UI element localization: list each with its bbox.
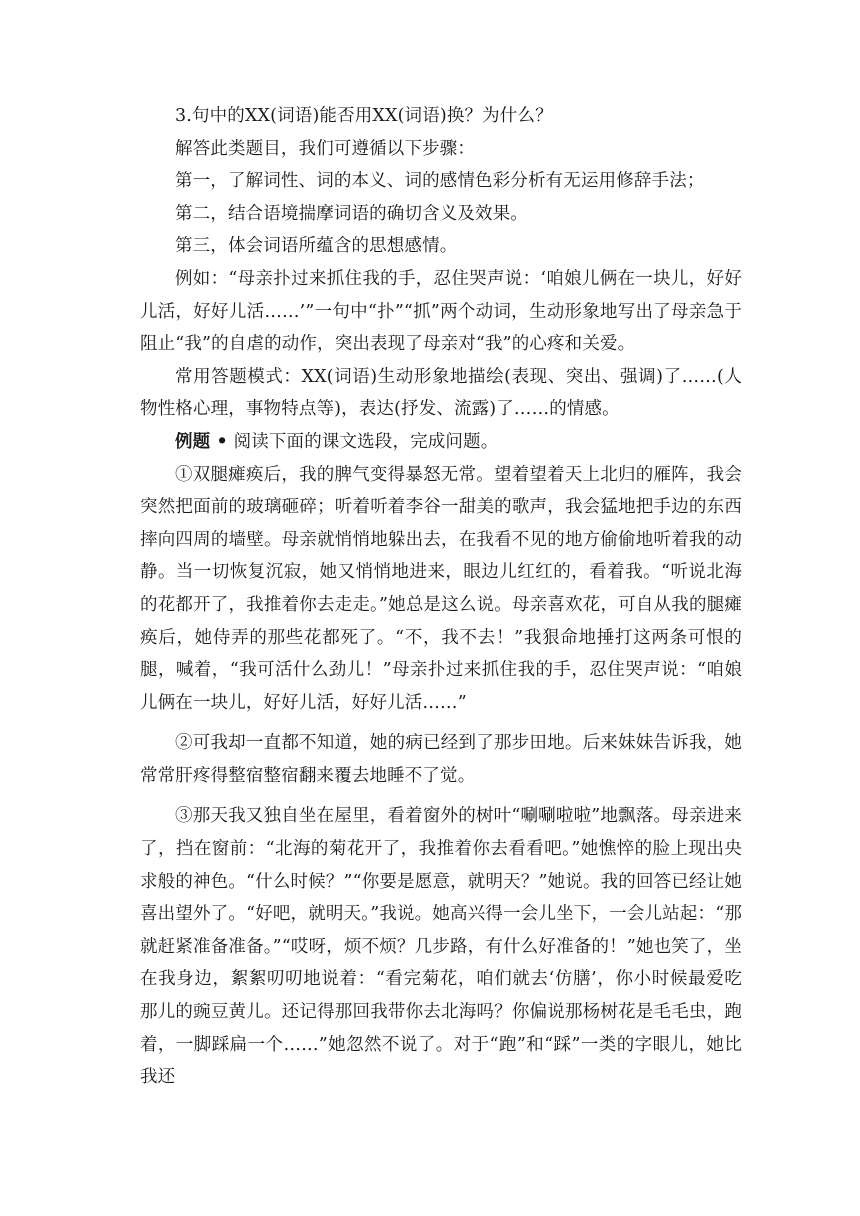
step-two-paragraph: 第二，结合语境揣摩词语的确切含义及效果。: [175, 203, 528, 224]
document-page: [140, 100, 742, 1094]
exercise-instruction: 阅读下面的课文选段，完成问题。: [227, 431, 499, 452]
question-heading: 3.句中的XX(词语)能否用XX(词语)换？为什么？: [175, 106, 553, 126]
intro-paragraph: 解答此类题目，我们可遵循以下步骤：: [175, 138, 476, 159]
passage-paragraph-3: ③那天我又独自坐在屋里，看着窗外的树叶“唰唰啦啦”地飘落。母亲进来了，挡在窗前：“北海的菊花开了，我推着你去看看吧。”她憔悴的脸上现出央求般的神色。“什么时候？”“你要是愿意，就明天？”她说。我的回答已经让她喜出望外了。“好吧，就明天。”我说。她高兴得一会儿坐下，一会儿站起：“那就赶紧准备准备。”“哎呀，烦不烦？几步路，有什么好准备的！”她也笑了，坐在我身边，絮絮叨叨地说着：“看完菊花，咱们就去‘仿膳’，你小时候最爱吃那儿的豌豆黄儿。还记得那回我带你去北海吗？你偏说那杨树花是毛毛虫，跑着，一脚踩扁一个……”她忽然不说了。对于“跑”和“踩”一类的字眼儿，她比我还: [140, 806, 742, 1088]
exercise-label: 例题 •: [175, 431, 228, 452]
passage-paragraph-1: ①双腿瘫痪后，我的脾气变得暴怒无常。望着望着天上北归的雁阵，我会突然把面前的玻璃砸碎；听着听着李谷一甜美的歌声，我会猛地把手边的东西摔向四周的墙壁。母亲就悄悄地躲出去，在我看不见的地方偷偷地听着我的动静。当一切恢复沉寂，她又悄悄地进来，眼边儿红红的，看着我。“听说北海的花都开了，我推着你去走走。”她总是这么说。母亲喜欢花，可自从我的腿瘫痪后，她侍弄的那些花都死了。“不，我不去！”我狠命地捶打这两条可恨的腿，喊着，“我可活什么劲儿！”母亲扑过来抓住我的手，忍住哭声说：“咱娘儿俩在一块儿，好好儿活，好好儿活……”: [140, 464, 742, 713]
answer-template-paragraph: 常用答题模式：XX(词语)生动形象地描绘(表现、突出、强调)了……(人物性格心理，事物特点等)，表达(抒发、流露)了……的情感。: [140, 366, 742, 420]
exercise-heading: [140, 426, 742, 459]
passage-paragraph-2: ②可我却一直都不知道，她的病已经到了那步田地。后来妹妹告诉我，她常常肝疼得整宿整宿翻来覆去地睡不了觉。: [140, 733, 742, 786]
step-three-paragraph: 第三，体会词语所蕴含的思想感情。: [175, 236, 458, 257]
step-one-paragraph: 第一，了解词性、词的本义、词的感情色彩分析有无运用修辞手法；: [175, 171, 705, 192]
example-paragraph: 例如：“母亲扑过来抓住我的手，忍住哭声说：‘咱娘儿俩在一块儿，好好儿活，好好儿活……’”一句中“扑”“抓”两个动词，生动形象地写出了母亲急于阻止“我”的自虐的动作，突出表现了母亲对“我”的心疼和关爱。: [140, 268, 742, 355]
